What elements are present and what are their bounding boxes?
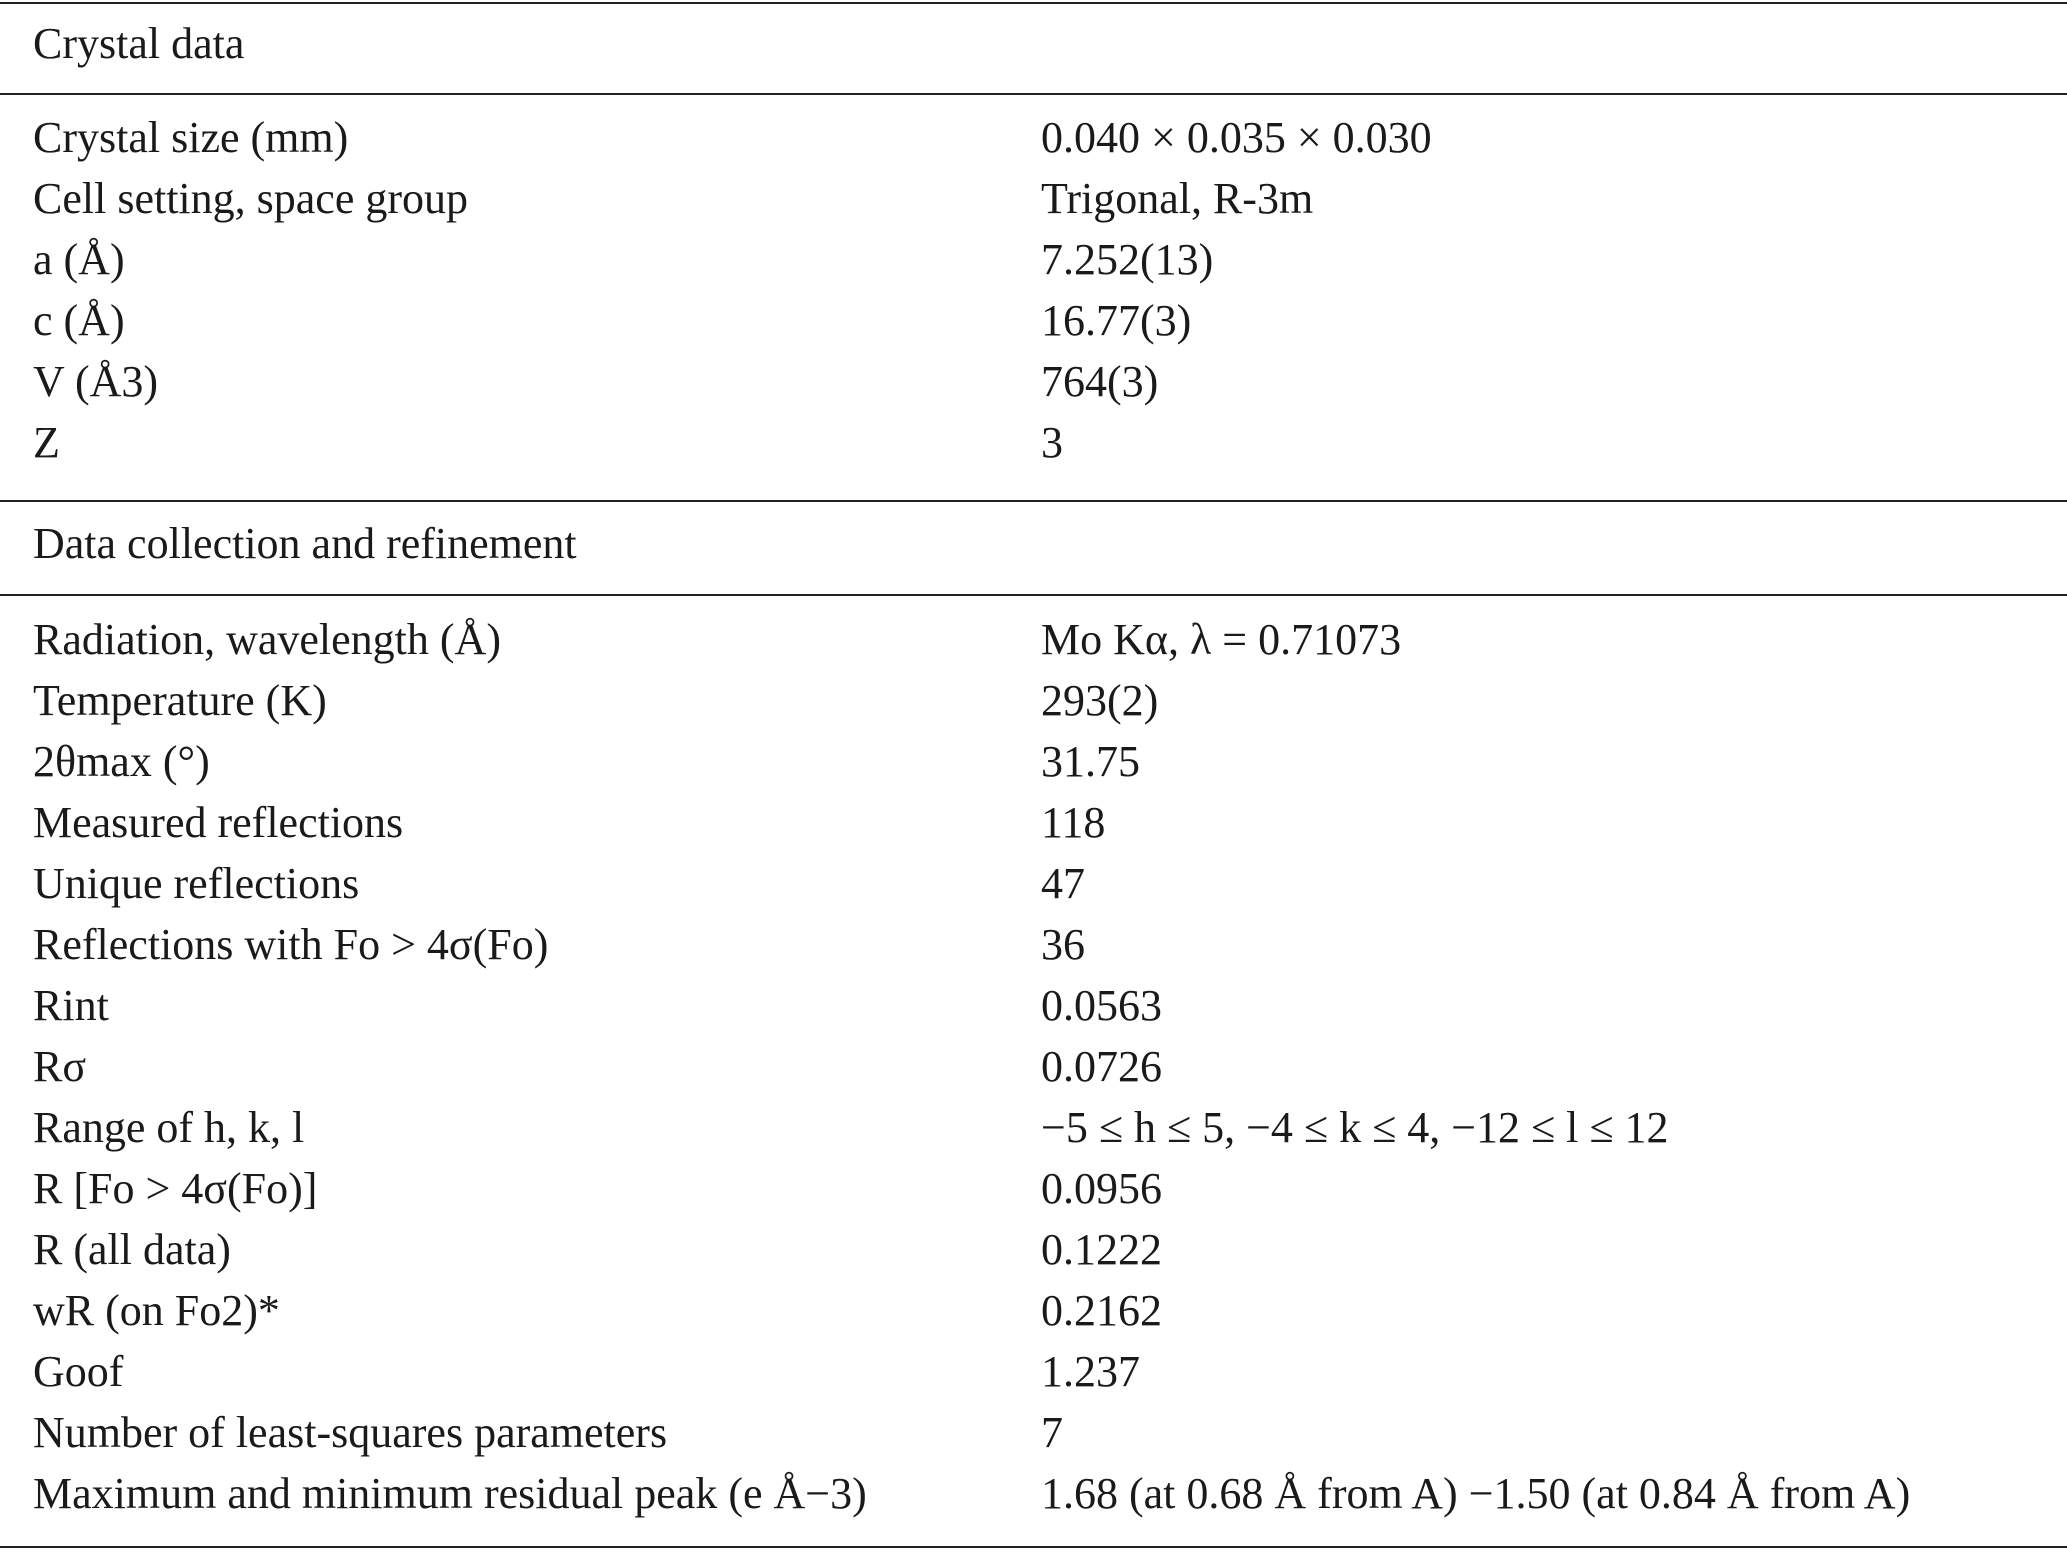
table-row bbox=[0, 1220, 2067, 1280]
row-label: Rσ bbox=[33, 1042, 87, 1091]
row-label: Unique reflections bbox=[33, 859, 360, 908]
row-label: c (Å) bbox=[33, 296, 125, 345]
row-label: Range of h, k, l bbox=[33, 1103, 305, 1152]
row-label: V (Å3) bbox=[33, 357, 159, 406]
row-value: Trigonal, R-3m bbox=[1041, 174, 1314, 223]
row-value: 7.252(13) bbox=[1041, 235, 1214, 284]
table-row bbox=[0, 291, 2067, 351]
row-value: 16.77(3) bbox=[1041, 296, 1192, 345]
top-rule bbox=[0, 2, 2067, 4]
table-row bbox=[0, 352, 2067, 412]
section-title-data-collection: Data collection and refinement bbox=[33, 519, 577, 568]
section-rule bbox=[0, 93, 2067, 95]
table-row bbox=[0, 610, 2067, 670]
table-row bbox=[0, 1464, 2067, 1524]
row-value: 1.237 bbox=[1041, 1347, 1140, 1396]
row-label: Cell setting, space group bbox=[33, 174, 469, 223]
row-label: Radiation, wavelength (Å) bbox=[33, 615, 501, 664]
row-value: 0.1222 bbox=[1041, 1225, 1162, 1274]
table-row bbox=[0, 793, 2067, 853]
row-label: Maximum and minimum residual peak (e Å−3) bbox=[33, 1469, 867, 1518]
table-row bbox=[0, 671, 2067, 731]
table-row bbox=[0, 1037, 2067, 1097]
row-value: 36 bbox=[1041, 920, 1085, 969]
row-label: Number of least-squares parameters bbox=[33, 1408, 668, 1457]
row-label: a (Å) bbox=[33, 235, 125, 284]
row-value: 0.0726 bbox=[1041, 1042, 1162, 1091]
table-row bbox=[0, 1159, 2067, 1219]
table-row bbox=[0, 413, 2067, 473]
table-row bbox=[0, 854, 2067, 914]
row-value: 31.75 bbox=[1041, 737, 1140, 786]
table-row bbox=[0, 1281, 2067, 1341]
section-rule bbox=[0, 500, 2067, 502]
table-row bbox=[0, 1098, 2067, 1158]
row-value: 0.040 × 0.035 × 0.030 bbox=[1041, 113, 1432, 162]
row-label: Reflections with Fo > 4σ(Fo) bbox=[33, 920, 549, 969]
row-label: R [Fo > 4σ(Fo)] bbox=[33, 1164, 318, 1213]
row-value: Mo Kα, λ = 0.71073 bbox=[1041, 615, 1402, 664]
row-label: R (all data) bbox=[33, 1225, 231, 1274]
table-row bbox=[0, 976, 2067, 1036]
row-label: Temperature (K) bbox=[33, 676, 327, 725]
table-row bbox=[0, 732, 2067, 792]
row-label: Goof bbox=[33, 1347, 124, 1396]
row-label: Measured reflections bbox=[33, 798, 404, 847]
row-value: 293(2) bbox=[1041, 676, 1159, 725]
row-label: Rint bbox=[33, 981, 109, 1030]
row-label: 2θmax (°) bbox=[33, 737, 210, 786]
row-value: −5 ≤ h ≤ 5, −4 ≤ k ≤ 4, −12 ≤ l ≤ 12 bbox=[1041, 1103, 1669, 1152]
section-rule bbox=[0, 594, 2067, 596]
row-value: 3 bbox=[1041, 418, 1063, 467]
row-value: 764(3) bbox=[1041, 357, 1159, 406]
table-row bbox=[0, 915, 2067, 975]
row-value: 0.0956 bbox=[1041, 1164, 1162, 1213]
bottom-rule bbox=[0, 1546, 2067, 1548]
row-value: 118 bbox=[1041, 798, 1106, 847]
row-value: 0.0563 bbox=[1041, 981, 1162, 1030]
table-row bbox=[0, 1403, 2067, 1463]
row-value: 0.2162 bbox=[1041, 1286, 1162, 1335]
table-row bbox=[0, 169, 2067, 229]
section-title-crystal-data: Crystal data bbox=[33, 19, 245, 68]
table-row bbox=[0, 1342, 2067, 1402]
row-value: 47 bbox=[1041, 859, 1085, 908]
table-row bbox=[0, 230, 2067, 290]
row-label: wR (on Fo2)* bbox=[33, 1286, 280, 1335]
row-label: Crystal size (mm) bbox=[33, 113, 349, 162]
row-label: Z bbox=[33, 418, 60, 467]
row-value: 7 bbox=[1041, 1408, 1063, 1457]
table-row bbox=[0, 108, 2067, 168]
row-value: 1.68 (at 0.68 Å from A) −1.50 (at 0.84 Å from A) bbox=[1041, 1469, 1911, 1518]
